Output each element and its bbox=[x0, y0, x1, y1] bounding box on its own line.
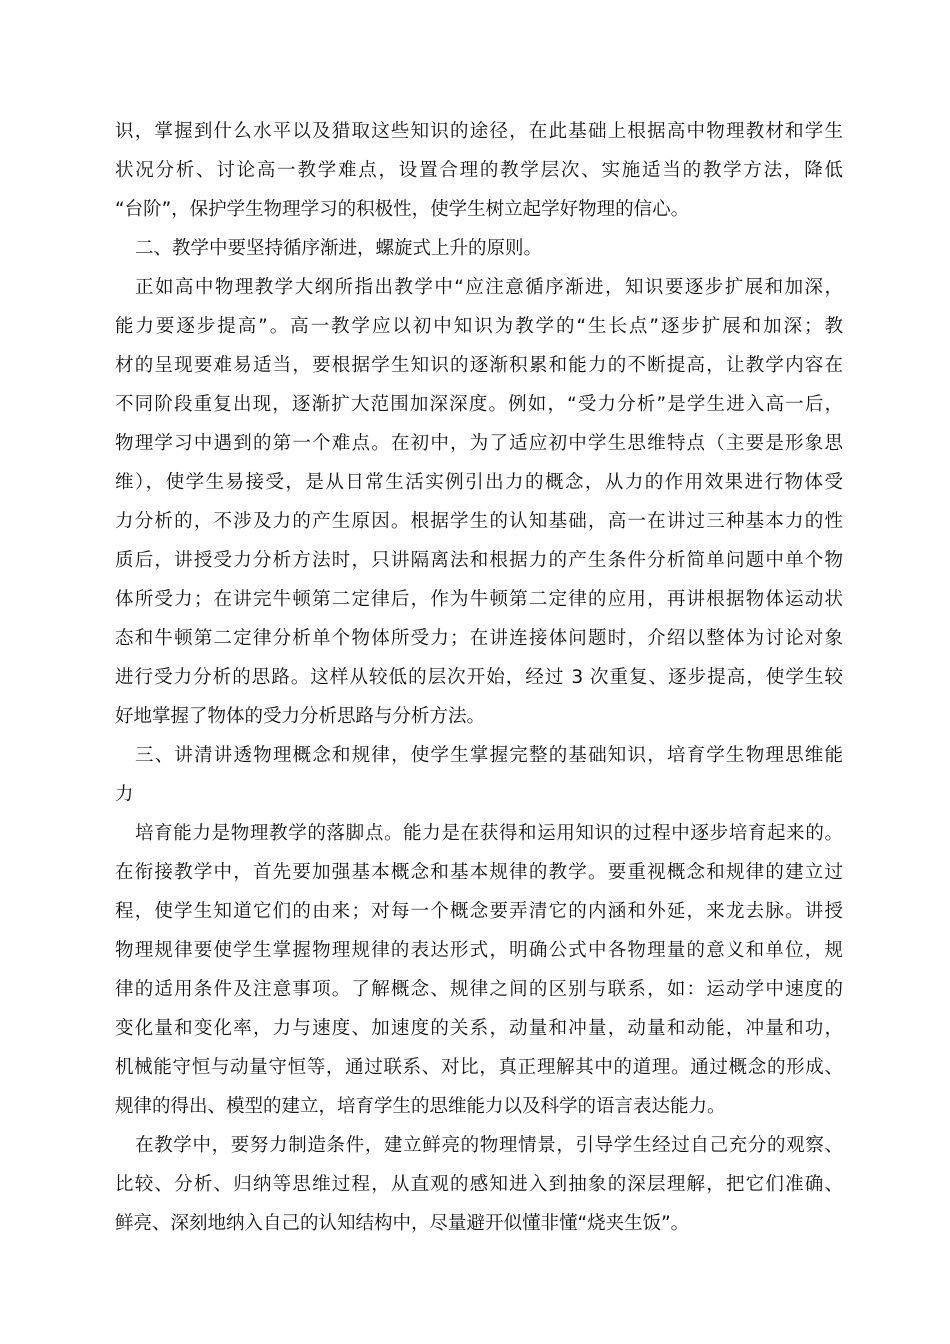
text-line: 比较、分析、归纳等思维过程，从直观的感知进入到抽象的深层理解，把它们准确、 bbox=[115, 1174, 843, 1195]
text-line: 规律的得出、模型的建立，培育学生的思维能力以及科学的语言表达能力。 bbox=[115, 1096, 726, 1117]
text-line: 体所受力；在讲完牛顿第二定律后，作为牛顿第二定律的应用，再讲根据物体运动状 bbox=[115, 589, 843, 610]
text-line: 力分析的，不涉及力的产生原因。根据学生的认知基础，高一在讲过三种基本力的性 bbox=[115, 511, 843, 532]
text-line: “台阶”，保护学生物理学习的积极性，使学生树立起学好物理的信心。 bbox=[115, 199, 690, 220]
text-line: 质后，讲授受力分析方法时，只讲隔离法和根据力的产生条件分析简单问题中单个物 bbox=[115, 550, 843, 571]
section-heading-3-continued: 力 bbox=[115, 784, 134, 805]
section-heading-2: 二、教学中要坚持循序渐进，螺旋式上升的原则。 bbox=[135, 238, 543, 259]
text-line: 不同阶段重复出现，逐渐扩大范围加深深度。例如，“受力分析”是学生进入高一后， bbox=[115, 394, 843, 415]
text-line: 能力要逐步提高”。高一教学应以初中知识为教学的“生长点”逐步扩展和加深；教 bbox=[115, 316, 843, 337]
section-heading-3: 三、讲清讲透物理概念和规律，使学生掌握完整的基础知识，培育学生物理思维能 bbox=[135, 745, 843, 766]
text-line: 培育能力是物理教学的落脚点。能力是在获得和运用知识的过程中逐步培育起来的。 bbox=[135, 823, 843, 844]
document-body bbox=[115, 112, 843, 1243]
text-line: 物理规律要使学生掌握物理规律的表达形式，明确公式中各物理量的意义和单位，规 bbox=[115, 940, 843, 961]
text-line: 态和牛顿第二定律分析单个物体所受力；在讲连接体问题时，介绍以整体为讨论对象 bbox=[115, 628, 843, 649]
text-line: 状况分析、讨论高一教学难点，设置合理的教学层次、实施适当的教学方法，降低 bbox=[115, 160, 843, 181]
text-line: 进行受力分析的思路。这样从较低的层次开始，经过 3 次重复、逐步提高，使学生较 bbox=[115, 667, 843, 688]
text-line: 在教学中，要努力制造条件，建立鲜亮的物理情景，引导学生经过自己充分的观察、 bbox=[135, 1135, 843, 1156]
text-line: 变化量和变化率，力与速度、加速度的关系，动量和冲量，动量和动能，冲量和功， bbox=[115, 1018, 843, 1039]
text-line: 维），使学生易接受，是从日常生活实例引出力的概念，从力的作用效果进行物体受 bbox=[115, 472, 843, 493]
text-line: 机械能守恒与动量守恒等，通过联系、对比，真正理解其中的道理。通过概念的形成、 bbox=[115, 1057, 843, 1078]
text-line: 物理学习中遇到的第一个难点。在初中，为了适应初中学生思维特点（主要是形象思 bbox=[115, 433, 843, 454]
text-line: 好地掌握了物体的受力分析思路与分析方法。 bbox=[115, 706, 486, 727]
text-line: 律的适用条件及注意事项。了解概念、规律之间的区别与联系，如：运动学中速度的 bbox=[115, 979, 843, 1000]
text-line: 在衔接教学中，首先要加强基本概念和基本规律的教学。要重视概念和规律的建立过 bbox=[115, 862, 843, 883]
text-line: 材的呈现要难易适当，要根据学生知识的逐渐积累和能力的不断提高，让教学内容在 bbox=[115, 355, 843, 376]
text-line: 程，使学生知道它们的由来；对每一个概念要弄清它的内涵和外延，来龙去脉。讲授 bbox=[115, 901, 843, 922]
text-line: 识，掌握到什么水平以及猎取这些知识的途径，在此基础上根据高中物理教材和学生 bbox=[115, 121, 843, 142]
text-line: 正如高中物理教学大纲所指出教学中“应注意循序渐进，知识要逐步扩展和加深， bbox=[135, 277, 843, 298]
text-line: 鲜亮、深刻地纳入自己的认知结构中，尽量避开似懂非懂“烧夹生饭”。 bbox=[115, 1213, 690, 1234]
